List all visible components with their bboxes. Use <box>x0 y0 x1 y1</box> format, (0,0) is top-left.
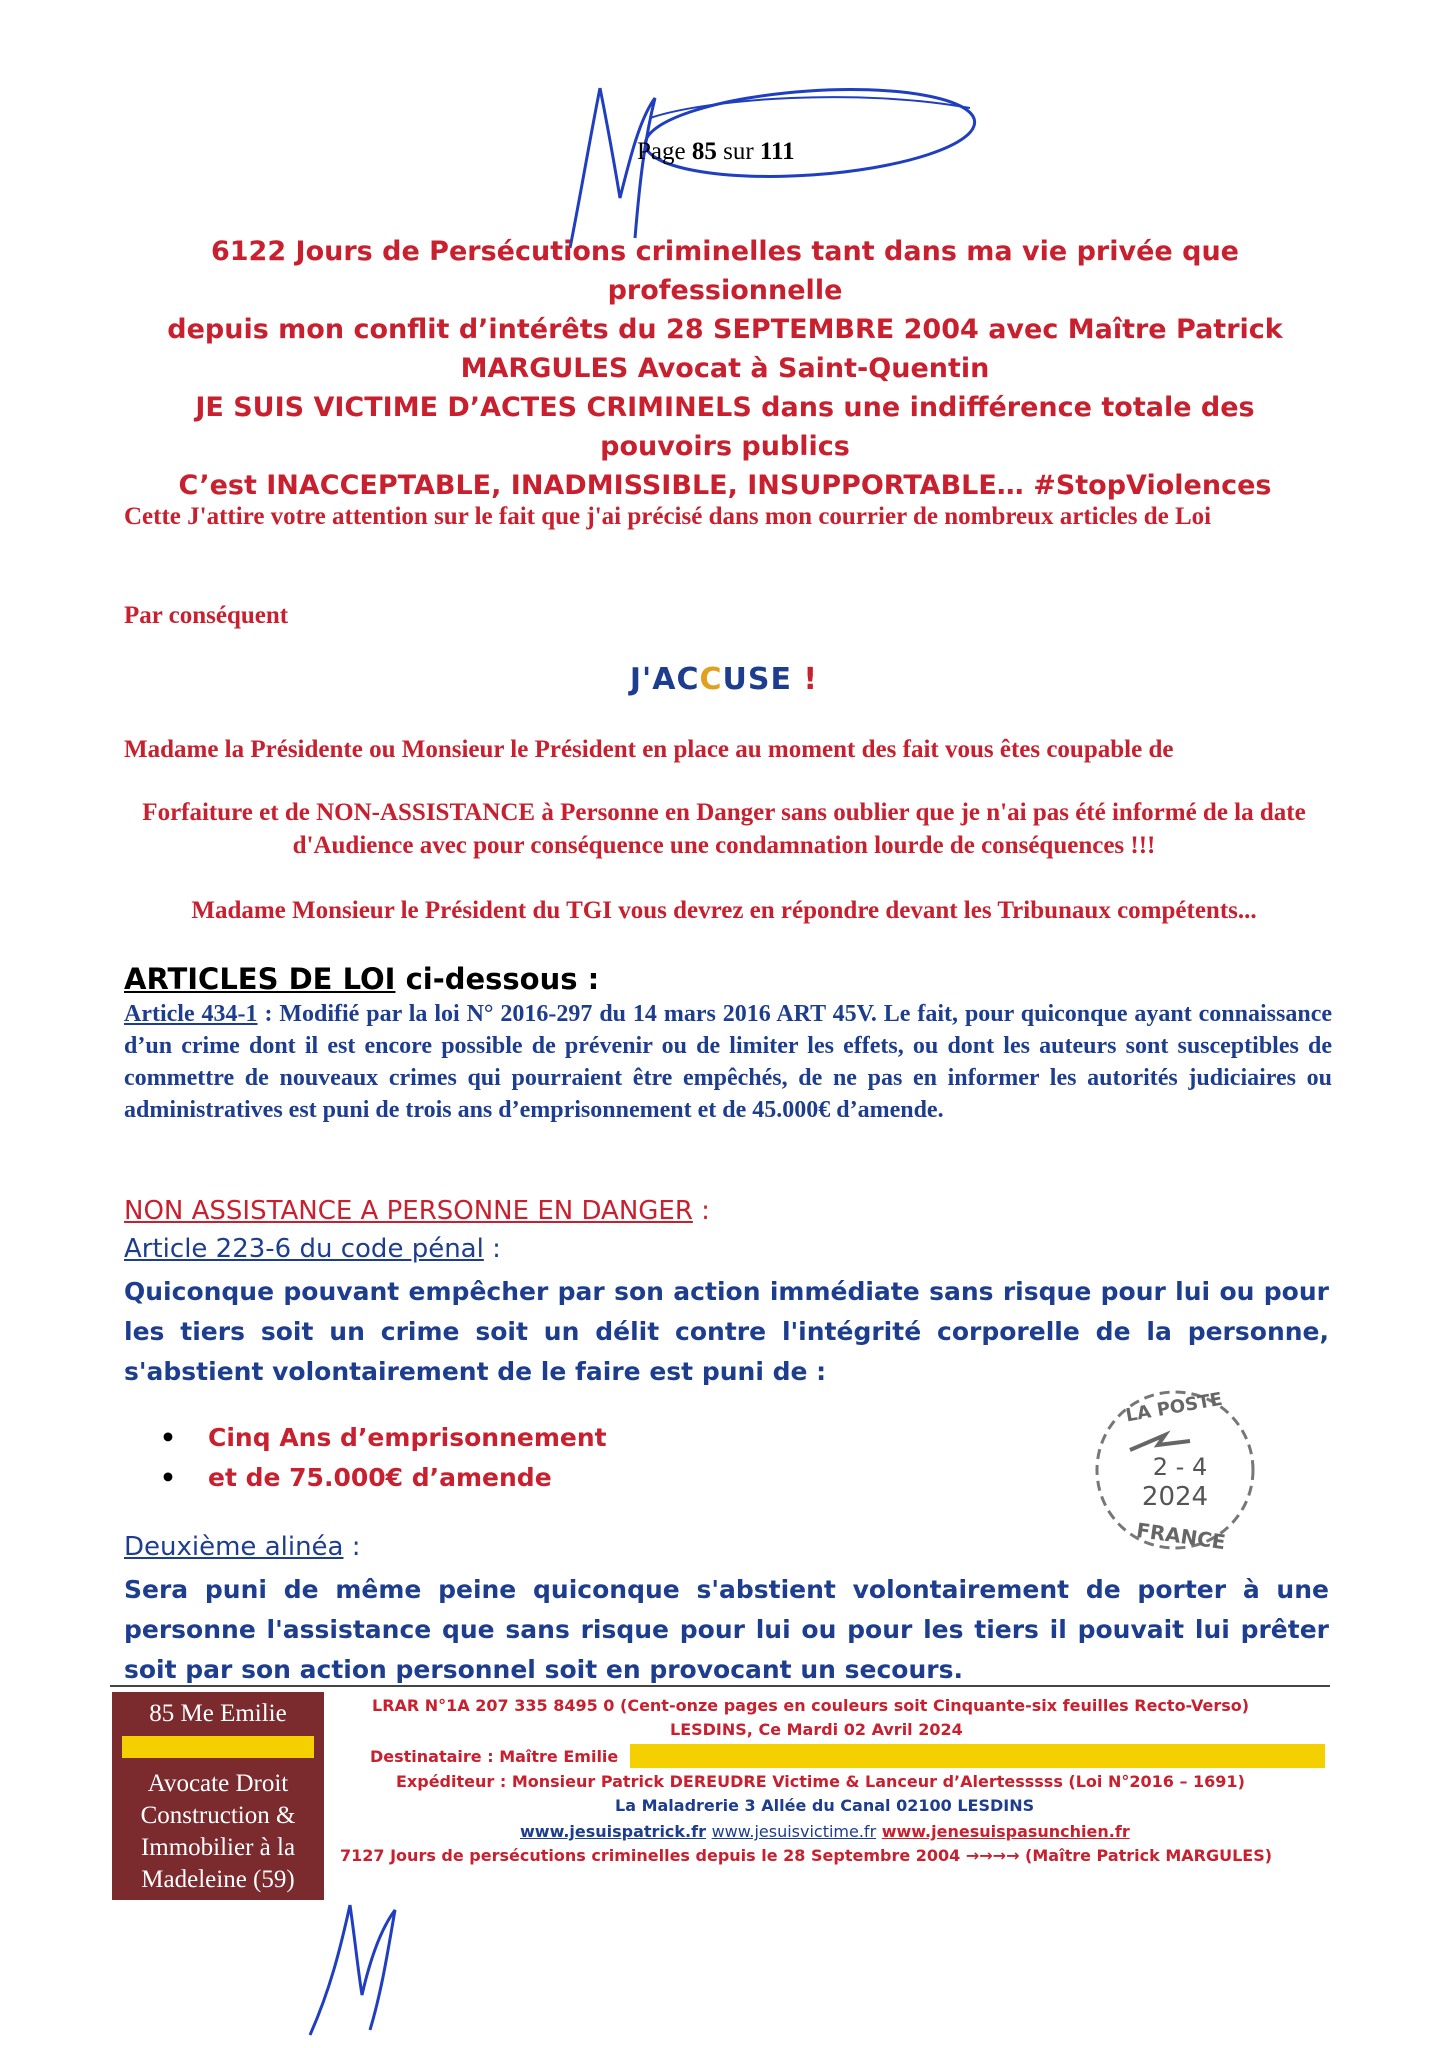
heading-line: C’est INACCEPTABLE, INADMISSIBLE, INSUPPORTABLE… #StopViolences <box>178 470 1272 501</box>
articles-title-main: ARTICLES DE LOI <box>124 962 396 996</box>
jaccuse-part: ! <box>791 662 819 697</box>
footer-days-count: 7127 Jours de persécutions criminelles depuis le 28 Septembre 2004 →→→→ (Maître Patrick MARGULES) <box>340 1846 1273 1865</box>
alinea-text: Sera puni de même peine quiconque s'abstient volontairement de porter à une personne l'assistance que sans risque pour lui ou pour les tiers il pouvait lui prêter soit par son action personnel soit en provocant un secours. <box>124 1575 1329 1684</box>
jaccuse-part: USE <box>722 662 792 697</box>
articles-title <box>124 962 599 996</box>
consequence-text: Par conséquent <box>124 602 289 629</box>
recipient-box-title: 85 Me Emilie <box>149 1700 287 1727</box>
penalty-item <box>160 1418 607 1458</box>
footer-divider <box>110 1685 1330 1687</box>
postmark-country: FRANCE <box>1134 1517 1228 1555</box>
heading-line: MARGULES Avocat à Saint-Quentin <box>460 353 990 384</box>
non-assistance-title-suffix: : <box>692 1196 710 1226</box>
heading-line: depuis mon conflit d’intérêts du 28 SEPTEMBRE 2004 avec Maître Patrick <box>167 314 1283 345</box>
jaccuse-part: C <box>699 662 723 697</box>
postmark-year: 2024 <box>1141 1482 1209 1512</box>
penalty-text: Cinq Ans d’emprisonnement <box>208 1423 607 1452</box>
forfaiture-paragraph: Forfaiture et de NON-ASSISTANCE à Personne en Danger sans oublier que je n'ai pas été informé de la date d'Audience avec pour conséquence une condamnation lourde de conséquences !!! <box>142 799 1306 859</box>
footer-recipient: Destinataire : Maître Emilie <box>370 1747 619 1766</box>
president-line: Madame la Présidente ou Monsieur le Président en place au moment des fait vous êtes coupable de <box>124 736 1174 763</box>
jaccuse-part: J'AC <box>629 662 700 697</box>
recipient-box-description: Avocate Droit Construction & Immobilier à la Madeleine (59) <box>140 1770 296 1893</box>
article-223-title <box>124 1234 501 1264</box>
article-223-title-main: Article 223-6 du code pénal <box>124 1234 484 1264</box>
footer-date: LESDINS, Ce Mardi 02 Avril 2024 <box>670 1720 963 1739</box>
penalty-item <box>160 1458 607 1498</box>
non-assistance-title-main: NON ASSISTANCE A PERSONNE EN DANGER <box>124 1196 693 1226</box>
link-jenesuispasunchien[interactable]: www.jenesuispasunchien.fr <box>881 1822 1130 1841</box>
tgi-line: Madame Monsieur le Président du TGI vous devrez en répondre devant les Tribunaux compétents... <box>191 897 1257 924</box>
postmark-stamp <box>1070 1375 1280 1560</box>
article-434-paragraph <box>124 998 1332 1126</box>
article-223-text: Quiconque pouvant empêcher par son action immédiate sans risque pour lui ou pour les tiers soit un crime soit un délit contre l'intégrité corporelle de la personne, s'abstient volontairement de le faire est puni de : <box>124 1277 1329 1386</box>
article-434-label: Article 434-1 <box>124 1001 258 1027</box>
link-jesuispatrick[interactable]: www.jesuispatrick.fr <box>520 1822 706 1841</box>
penalty-list <box>160 1418 607 1498</box>
page-total: 111 <box>759 138 795 165</box>
postmark-date: 2 - 4 <box>1152 1453 1208 1481</box>
intro-paragraph: Cette J'attire votre attention sur le fait que j'ai précisé dans mon courrier de nombreux articles de Loi <box>124 503 1212 530</box>
jaccuse-title <box>0 662 1448 697</box>
heading-line: 6122 Jours de Persécutions criminelles tant dans ma vie privée que professionnelle <box>210 236 1239 306</box>
penalty-text: et de 75.000€ d’amende <box>208 1463 552 1492</box>
alinea-title-main: Deuxième alinéa <box>124 1532 344 1562</box>
page-current: 85 <box>691 138 717 165</box>
article-223-title-suffix: : <box>483 1234 501 1264</box>
articles-title-suffix: ci-dessous : <box>395 962 600 996</box>
alinea-title <box>124 1532 361 1562</box>
non-assistance-title <box>124 1196 710 1226</box>
redaction-highlight <box>122 1736 314 1758</box>
alinea-title-suffix: : <box>343 1532 361 1562</box>
recipient-box <box>112 1692 324 1900</box>
footer-sender: Expéditeur : Monsieur Patrick DEREUDRE Victime & Lanceur d’Alertesssss (Loi N°2016 – 1691) <box>396 1772 1245 1791</box>
footer-links <box>520 1820 1130 1844</box>
postmark-top: LA POSTE <box>1124 1388 1224 1427</box>
link-jesuisvictime[interactable]: www.jesuisvictime.fr <box>711 1822 877 1841</box>
page-sep: sur <box>723 138 754 165</box>
redaction-highlight <box>630 1744 1325 1768</box>
footer-address: La Maladrerie 3 Allée du Canal 02100 LESDINS <box>615 1796 1035 1815</box>
heading-line: JE SUIS VICTIME D’ACTES CRIMINELS dans une indifférence totale des <box>195 392 1255 423</box>
heading-block <box>160 232 1290 505</box>
page-label: Page <box>637 138 686 165</box>
article-434-text: : Modifié par la loi N° 2016-297 du 14 mars 2016 ART 45V. Le fait, pour quiconque ayant connaissance d’un crime dont il est encore possible de prévenir ou de limiter les effets, ou dont les auteurs sont susceptibles de commettre de nouveaux crimes qui pourraient être empêchés, de ne pas en informer les autorités judiciaires ou administratives est puni de trois ans d’emprisonnement et de 45.000€ d’amende. <box>124 1001 1333 1123</box>
footer-lrar: LRAR N°1A 207 335 8495 0 (Cent-onze pages en couleurs soit Cinquante-six feuilles Recto-Verso) <box>372 1696 1250 1715</box>
page-number <box>637 138 795 166</box>
signature-bottom <box>300 1900 410 2040</box>
heading-line: pouvoirs publics <box>600 431 850 462</box>
